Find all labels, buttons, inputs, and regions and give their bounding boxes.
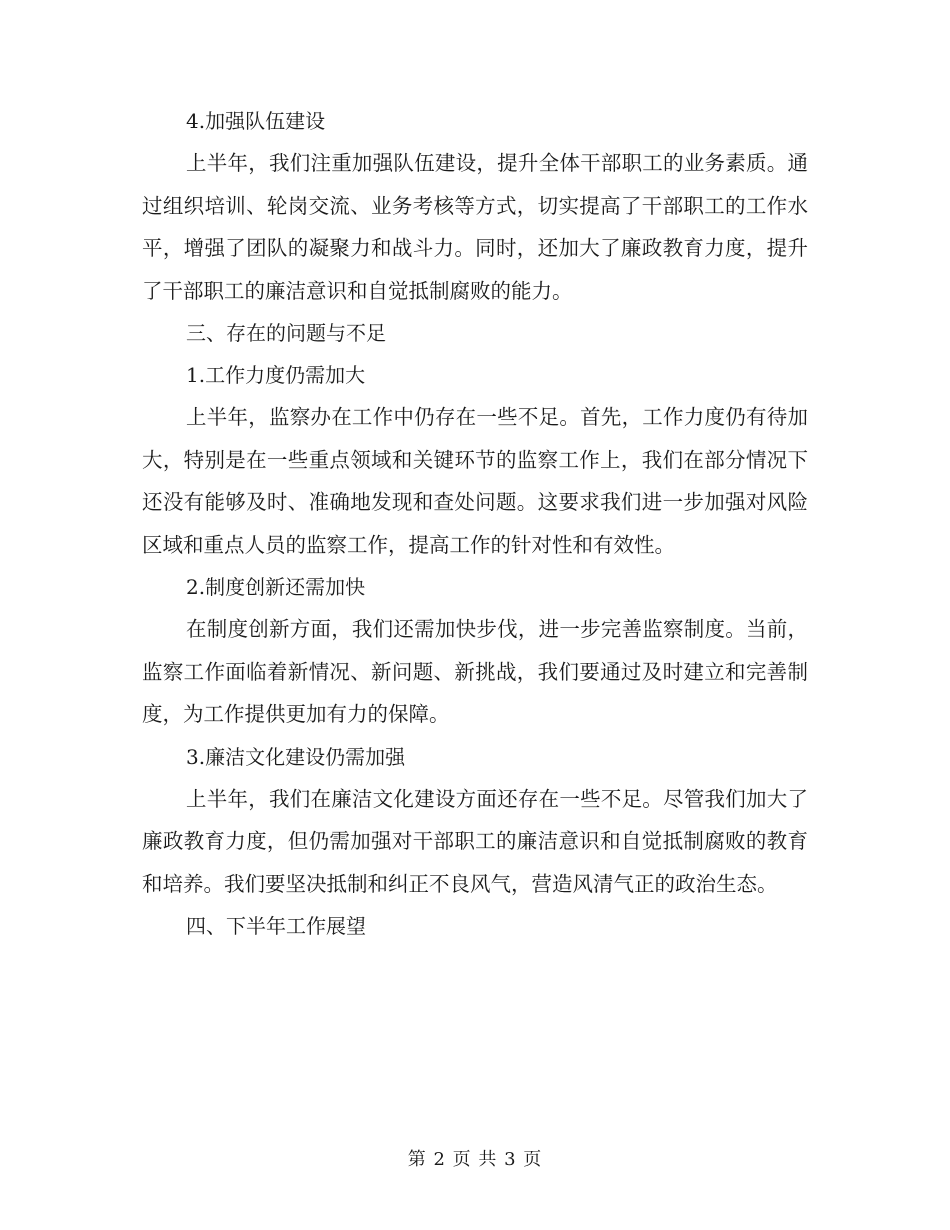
section-heading-system-innovation: 2.制度创新还需加快 (186, 575, 366, 599)
section-heading-outlook: 四、下半年工作展望 (186, 914, 366, 938)
paragraph-integrity-culture: 上半年，我们在廉洁文化建设方面还存在一些不足。尽管我们加大了廉政教育力度，但仍需加强对干部职工的廉洁意识和自觉抵制腐败的教育和培养。我们要坚决抵制和纠正不良风气，营造风清气正的政治生态。 (142, 786, 808, 896)
page-number-footer: 第 2 页 共 3 页 (407, 1149, 543, 1170)
document-body (142, 100, 808, 947)
paragraph-system-innovation: 在制度创新方面，我们还需加快步伐，进一步完善监察制度。当前，监察工作面临着新情况、新问题、新挑战，我们要通过及时建立和完善制度，为工作提供更加有力的保障。 (142, 617, 808, 726)
paragraph-work-intensity: 上半年，监察办在工作中仍存在一些不足。首先，工作力度仍有待加大，特别是在一些重点领域和关键环节的监察工作上，我们在部分情况下还没有能够及时、准确地发现和查处问题。这要求我们进一步加强对风险区域和重点人员的监察工作，提高工作的针对性和有效性。 (142, 405, 808, 557)
paragraph-team-building: 上半年，我们注重加强队伍建设，提升全体干部职工的业务素质。通过组织培训、轮岗交流、业务考核等方式，切实提高了干部职工的工作水平，增强了团队的凝聚力和战斗力。同时，还加大了廉政教育力度，提升了干部职工的廉洁意识和自觉抵制腐败的能力。 (142, 151, 808, 303)
section-heading-integrity-culture: 3.廉洁文化建设仍需加强 (186, 744, 406, 769)
section-heading-work-intensity: 1.工作力度仍需加大 (186, 363, 366, 387)
section-heading-team-building: 4.加强队伍建设 (186, 109, 326, 133)
section-heading-problems: 三、存在的问题与不足 (186, 321, 386, 345)
